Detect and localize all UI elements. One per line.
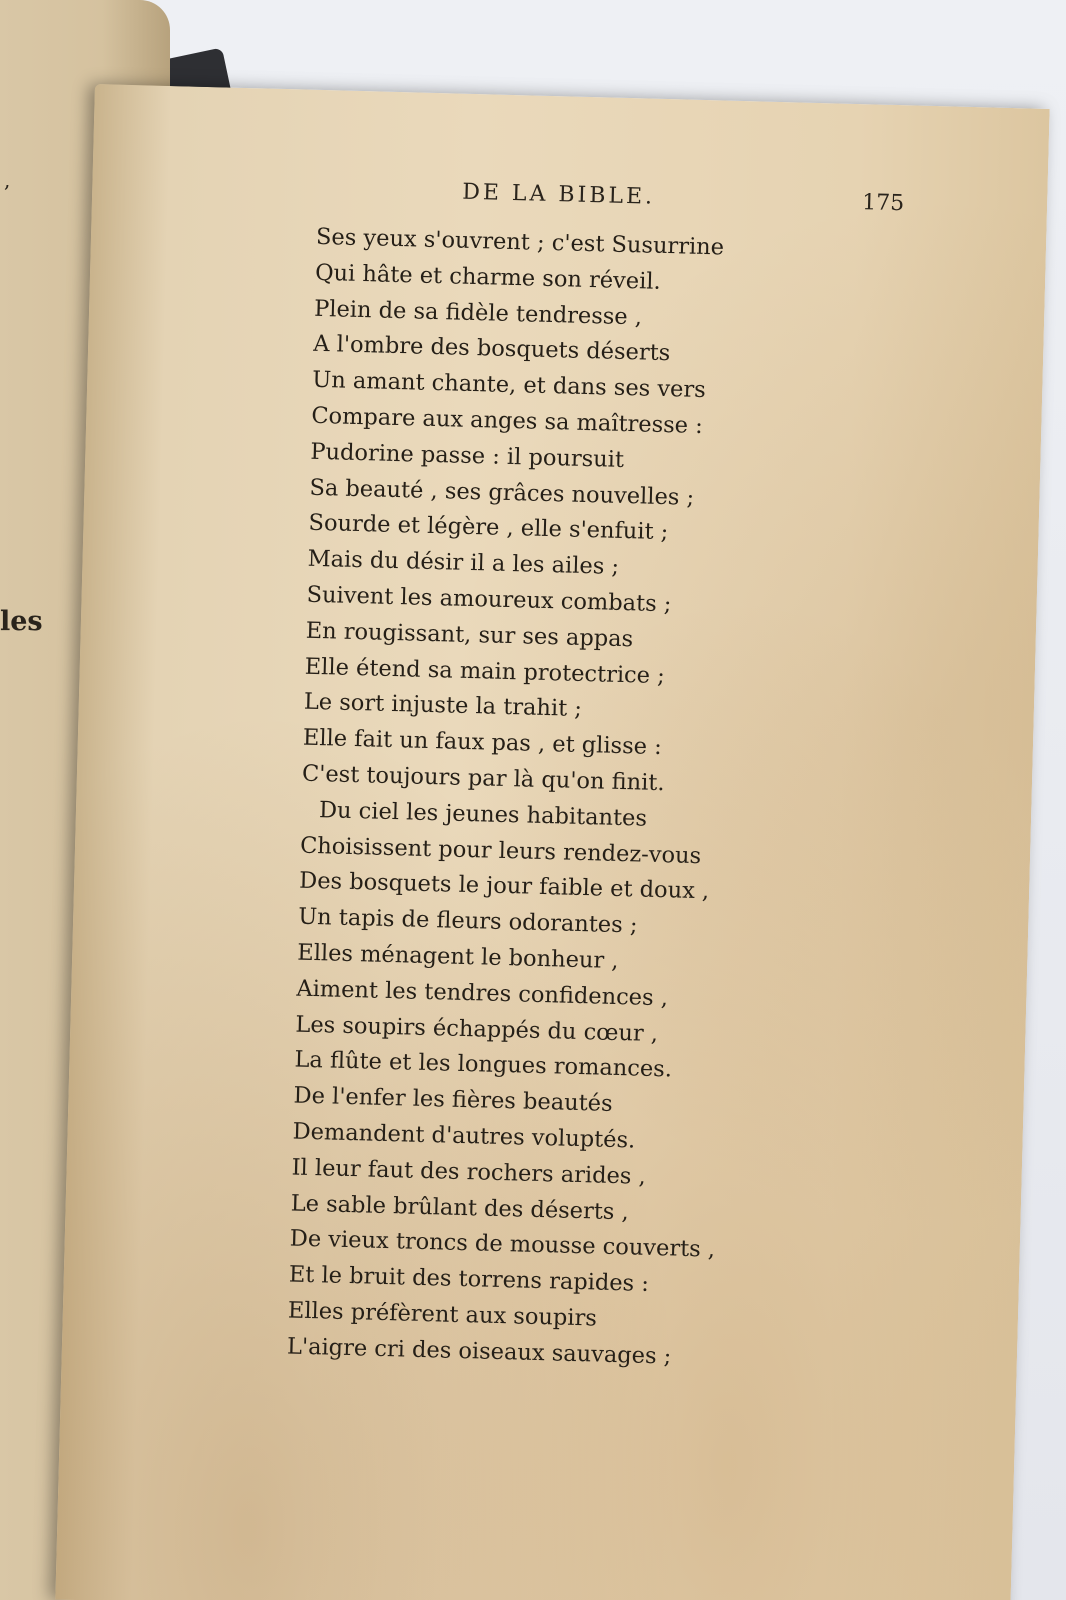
poem-line: A l'ombre des bosquets déserts: [312, 331, 671, 367]
poem-line: Compare aux anges sa maîtresse :: [311, 402, 704, 440]
poem-line: Un amant chante, et dans ses vers: [311, 366, 707, 404]
poem-text: [287, 220, 837, 1379]
running-head: DE LA BIBLE.: [461, 179, 656, 210]
poem-line: Elles préfèrent aux soupirs: [287, 1297, 598, 1332]
poem-line: En rougissant, sur ses appas: [305, 617, 634, 653]
poem-line: Choisissent pour leurs rendez-vous: [299, 832, 702, 869]
poem-line: De vieux troncs de mousse couverts ,: [289, 1225, 716, 1263]
poem-line: Plein de sa fidèle tendresse ,: [313, 295, 643, 330]
poem-line: Des bosquets le jour faible et doux ,: [298, 867, 710, 905]
poem-line: Le sable brûlant des déserts ,: [290, 1190, 630, 1225]
poem-line: Demandent d'autres voluptés.: [292, 1118, 636, 1154]
poem-line: Elle étend sa main protectrice ;: [304, 653, 666, 689]
poem-line: Le sort injuste la trahit ;: [303, 689, 583, 723]
poem-line: Pudorine passe : il poursuit: [310, 438, 625, 473]
poem-line: Un tapis de fleurs odorantes ;: [297, 903, 638, 939]
poem-line: Du ciel les jeunes habitantes: [318, 796, 648, 832]
poem-line: Sourde et légère , elle s'enfuit ;: [308, 510, 669, 546]
right-page: [55, 84, 1049, 1600]
poem-line: Suivent les amoureux combats ;: [306, 581, 672, 618]
poem-line: Les soupirs échappés du cœur ,: [295, 1011, 659, 1047]
poem-line: C'est toujours par là qu'on finit.: [301, 760, 665, 797]
poem-line: Qui hâte et charme son réveil.: [314, 259, 662, 295]
poem-line: Ses yeux s'ouvrent ; c'est Susurrine: [315, 223, 725, 261]
poem-line: Il leur faut des rochers arides ,: [291, 1154, 647, 1190]
poem-line: Aiment les tendres confidences ,: [296, 975, 669, 1012]
poem-line: L'aigre cri des oiseaux sauvages ;: [286, 1333, 672, 1370]
poem-line: Mais du désir il a les ailes ;: [307, 545, 620, 581]
poem-line: La flûte et les longues romances.: [294, 1046, 673, 1083]
poem-line: Sa beauté , ses grâces nouvelles ;: [309, 474, 695, 511]
bleed-through-text: [0, 80, 70, 224]
poem-line: Elles ménagent le bonheur ,: [296, 939, 619, 974]
left-page-edge-word: les: [0, 606, 43, 637]
poem-line: De l'enfer les fières beautés: [293, 1082, 613, 1118]
poem-line: Elle fait un faux pas , et glisse :: [302, 724, 663, 761]
page-number: 175: [861, 190, 905, 217]
poem-line: Et le bruit des torrens rapides :: [288, 1261, 650, 1298]
left-page-edge-mark: ,: [4, 168, 11, 192]
